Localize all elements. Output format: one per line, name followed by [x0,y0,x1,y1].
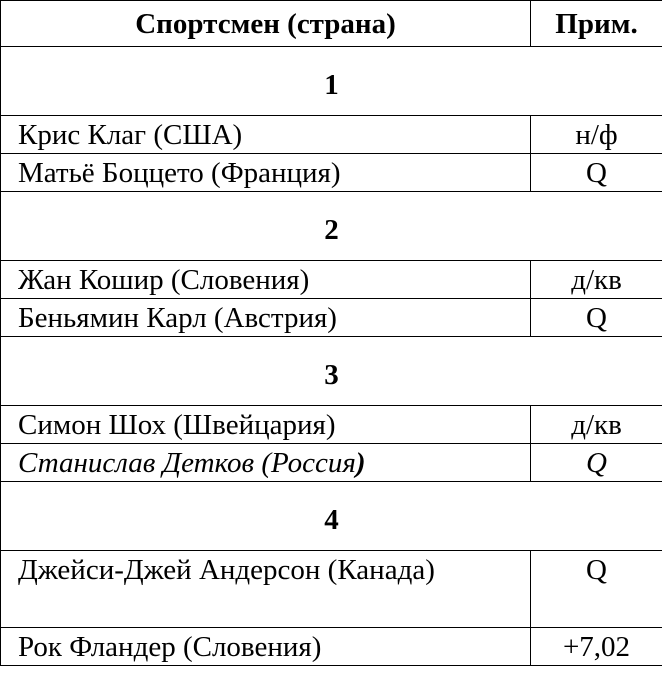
table-row [1,154,662,192]
athlete-cell [1,444,531,482]
note-cell: Q [531,299,662,337]
athlete-name-suffix: ) [355,446,366,479]
note-cell: д/кв [531,406,662,444]
table-row [1,299,662,337]
note-cell: Q [531,154,662,192]
table-row [1,261,662,299]
group-number: 2 [1,192,662,261]
table-row [1,444,662,482]
group-row [1,47,662,116]
note-cell: Q [531,444,662,482]
group-number: 4 [1,482,662,551]
athlete-cell: Матьё Боццето (Франция) [1,154,531,192]
group-row [1,482,662,551]
group-row [1,192,662,261]
athlete-cell: Крис Клаг (США) [1,116,531,154]
header-athlete: Спортсмен (страна) [1,1,531,47]
table-row [1,551,662,628]
table-row [1,406,662,444]
group-number: 3 [1,337,662,406]
group-number: 1 [1,47,662,116]
note-cell: н/ф [531,116,662,154]
table-row [1,116,662,154]
athlete-cell: Жан Кошир (Словения) [1,261,531,299]
athlete-cell: Рок Фландер (Словения) [1,628,531,666]
athlete-cell: Джейси-Джей Андерсон (Канада) [1,551,531,628]
athlete-cell: Беньямин Карл (Австрия) [1,299,531,337]
note-cell: Q [531,551,662,628]
note-cell: +7,02 [531,628,662,666]
note-cell: д/кв [531,261,662,299]
athlete-cell: Симон Шох (Швейцария) [1,406,531,444]
group-row [1,337,662,406]
table-row [1,628,662,666]
header-note: Прим. [531,1,662,47]
athlete-name-text: Станислав Детков (Россия [18,446,356,479]
header-row [1,1,662,47]
